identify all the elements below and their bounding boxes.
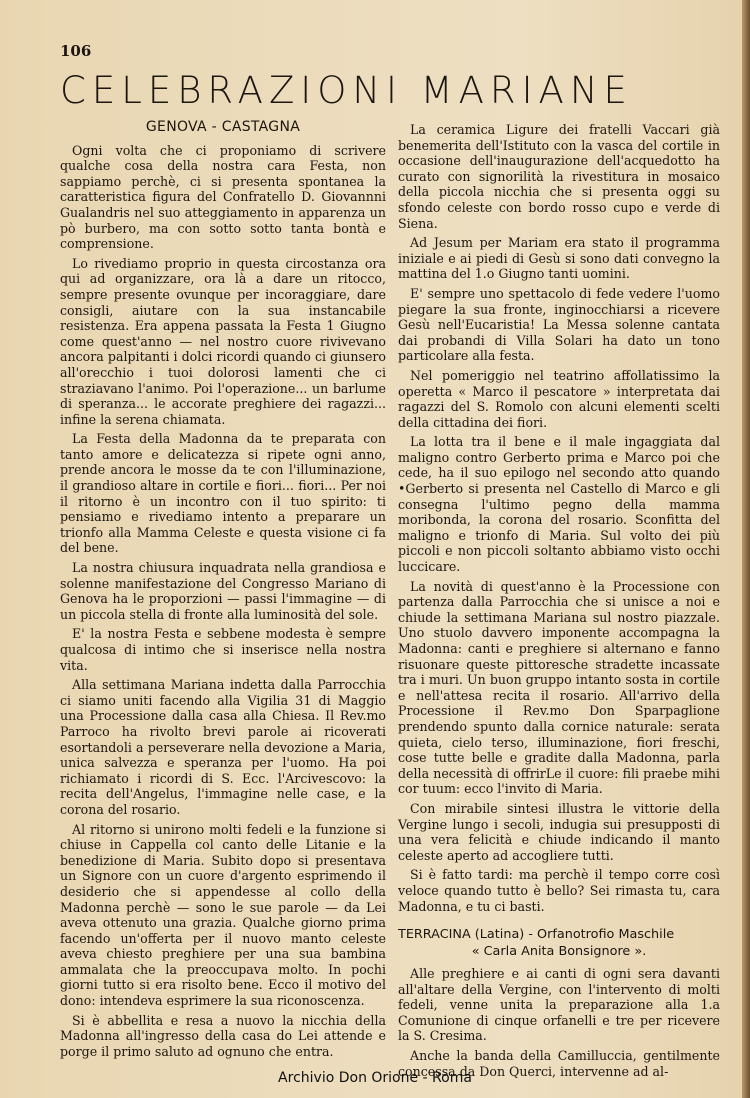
paragraph: La Festa della Madonna da te preparata con tanto amore e delicatezza si ripete ogni anno, prende ancora le mosse da te con l'illuminazione, il grandioso altare in cortile e fiori... fiori... Per noi il ritorno è un incontro con il tuo spirito: ti pensiamo e rivediamo intento a preparare un trionfo alla Mamma Celeste e questa visione ci fa del bene. xyxy=(60,431,386,556)
paragraph: Al ritorno si unirono molti fedeli e la funzione si chiuse in Cappella col canto delle Litanie e la benedizione di Maria. Subito dopo si presentava un Signore con un cuore d'argento esprimendo il desiderio che si appendesse al collo della Madonna perchè — sono le sue parole — da Lei aveva ottenuto una grazia. Qualche giorno prima facendo un'offerta per il nuovo manto celeste aveva chiesto preghiere per una sua bambina ammalata che la preoccupava molto. In pochi giorni tutto si era risolto bene. Ecco il motivo del dono: intendeva esprimere la sua riconoscenza. xyxy=(60,821,386,1009)
page-number: 106 xyxy=(60,42,92,60)
paragraph: Lo rivediamo proprio in questa circostanza ora qui ad organizzare, ora là a dare un ritocco, sempre presente ovunque per incoraggiare, dare consigli, aiutare con la sua instancabile resistenza. Era appena passata la Festa 1 Giugno come quest'anno — nel nostro cuore rivivevano ancora palpitanti i dolci ricordi quando ci giunsero all'orecchio i tuoi dolorosi lamenti che ci straziavano l'animo. Poi l'operazione... un barlume di speranza... le accorate preghiere dei ragazzi... infine la serena chiamata. xyxy=(60,255,386,427)
paragraph: Ogni volta che ci proponiamo di scrivere qualche cosa della nostra cara Festa, non sappiamo perchè, ci si presenta spontanea la caratteristica figura del Confratello D. Giovannni Gualandris nel suo atteggiamento in apparenza un pò burbero, ma con sotto sotto tanta bontà e comprensione. xyxy=(60,142,386,252)
paragraph: La lotta tra il bene e il male ingaggiata dal maligno contro Gerberto prima e Marco poi che cede, ha il suo epilogo nel secondo atto quando •Gerberto si presenta nel Castello di Marco e gli consegna l'ultimo pegno della mamma moribonda, la corona del rosario. Sconfitta del maligno e trionfo di Maria. Sul volto dei più piccoli e non piccoli soltanto abbiamo visto occhi luccicare. xyxy=(398,434,720,575)
section-heading-terracina xyxy=(398,926,720,960)
paragraph: Nel pomeriggio nel teatrino affollatissimo la operetta « Marco il pescatore » interpretata dai ragazzi del S. Romolo con alcuni elementi scelti della cittadina dei fiori. xyxy=(398,367,720,430)
paragraph: E' la nostra Festa e sebbene modesta è sempre qualcosa di intimo che si inserisce nella nostra vita. xyxy=(60,626,386,673)
right-column xyxy=(398,122,720,1083)
paragraph: La nostra chiusura inquadrata nella grandiosa e solenne manifestazione del Congresso Mariano di Genova ha le proporzioni — passi l'immagine — di un piccola stella di fronte alla luminosità del sole. xyxy=(60,560,386,622)
section-heading-genova: GENOVA - CASTAGNA xyxy=(145,119,301,135)
paragraph: La novità di quest'anno è la Processione con partenza dalla Parrocchia che si unisce a noi e chiude la settimana Mariana sul nostro piazzale. Uno stuolo davvero imponente accompagna la Madonna: canti e preghiere si alternano e fanno risuonare queste pittoresche stradette incassate tra i muri. Un buon gruppo intanto sosta in cortile e nell'attesa recita il rosario. All'arrivo della Processione il Rev.mo Don Sparpaglione prendendo spunto dalla cornice naturale: serata quieta, cielo terso, illuminazione, fiori freschi, cose tutte belle e gradite dalla Madonna, parla della necessità di offrirLe il cuore: fili praebe mihi cor tuum: ecco l'invito di Maria. xyxy=(398,578,720,797)
paragraph: Si è fatto tardi: ma perchè il tempo corre così veloce quando tutto è bello? Sei rimasta tu, cara Madonna, e tu ci basti. xyxy=(398,867,720,914)
paragraph: Alla settimana Mariana indetta dalla Parrocchia ci siamo uniti facendo alla Vigilia 31 di Maggio una Processione dalla casa alla Chiesa. Il Rev.mo Parroco ha rivolto brevi parole ai ricoverati esortandoli a perseverare nella devozione a Maria, unica salvezza e speranza per l'uomo. Ha poi richiamato i ricordi di S. Ecc. l'Arcivescovo: la recita dell'Angelus, l'immagine nelle case, e la corona del rosario. xyxy=(60,677,386,817)
paragraph: Si è abbellita e resa a nuovo la nicchia della Madonna all'ingresso della casa do Lei attende e porge il primo saluto ad ognuno che entra. xyxy=(60,1012,386,1059)
section-heading-institution: « Carla Anita Bonsignore ». xyxy=(471,944,647,960)
page-binding-edge xyxy=(742,0,750,1098)
paragraph: Anche la banda della Camilluccia, gentilmente concessa da Don Querci, intervenne ad al- xyxy=(398,1048,720,1079)
paragraph: Con mirabile sintesi illustra le vittorie della Vergine lungo i secoli, indugia sui presupposti di una vera felicità e chiude indicando il manto celeste aperto ad accogliere tutti. xyxy=(398,800,720,863)
paragraph: Alle preghiere e ai canti di ogni sera davanti all'altare della Vergine, con l'intervento di molti fedeli, venne unita la preparazione alla 1.a Comunione di cinque orfanelli e tre per ricevere la S. Cresima. xyxy=(398,966,720,1044)
left-column xyxy=(60,120,386,1063)
paragraph: Ad Jesum per Mariam era stato il programma iniziale e ai piedi di Gesù si sono dati convegno la mattina del 1.o Giugno tanti uomini. xyxy=(398,235,720,282)
paragraph: La ceramica Ligure dei fratelli Vaccari già benemerita dell'Istituto con la vasca del cortile in occasione dell'inaugurazione dell'acquedotto ha curato con signorilità la rivestitura in mosaico della piccola nicchia che si presenta oggi su sfondo celeste con bordo rosso cupo e verde di Siena. xyxy=(398,122,720,231)
section-heading-place: TERRACINA (Latina) - Orfanotrofio Maschile xyxy=(398,927,675,943)
paragraph: E' sempre uno spettacolo di fede vedere l'uomo piegare la sua fronte, inginocchiarsi a ricevere Gesù nell'Eucaristia! La Messa solenne cantata dai probandi di Villa Solari ha dato un tono particolare alla festa. xyxy=(398,285,720,364)
archive-watermark: Archivio Don Orione - Roma xyxy=(278,1070,472,1086)
page-title: CELEBRAZIONI MARIANE xyxy=(60,69,633,112)
